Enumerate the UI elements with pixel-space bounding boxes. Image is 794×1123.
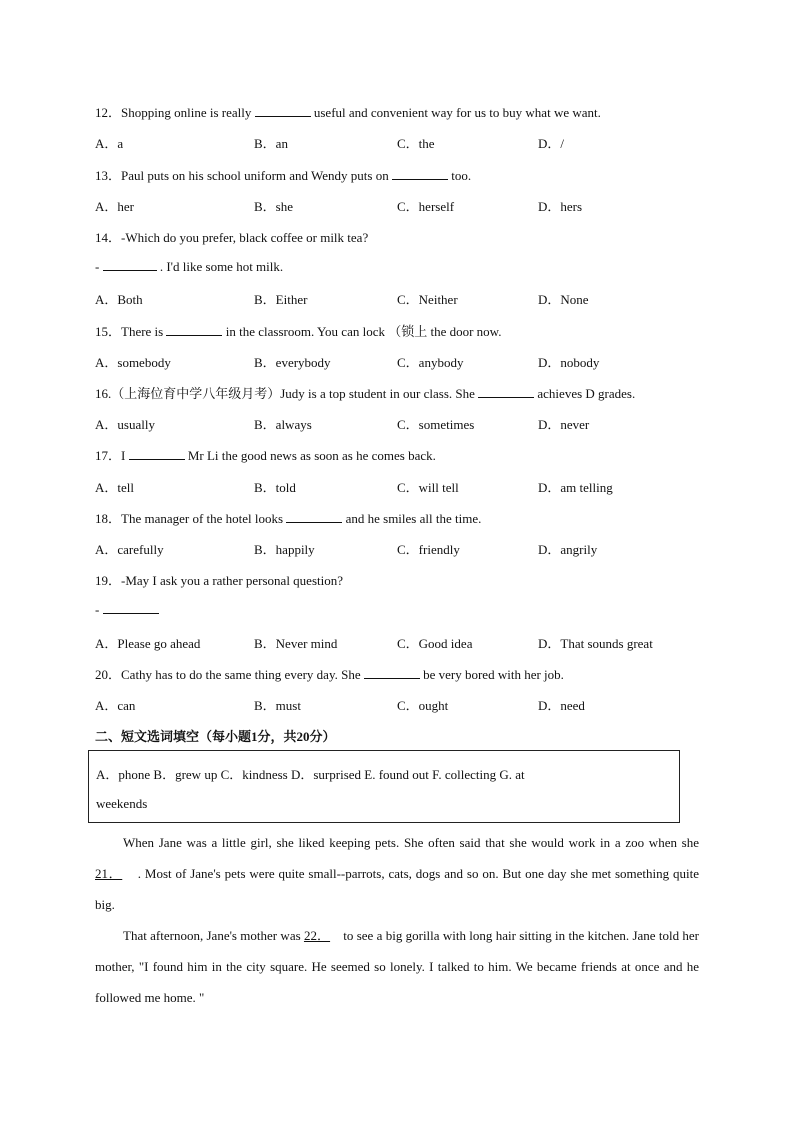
q19-option-c[interactable]: C．Good idea (397, 636, 473, 651)
q19-stem: 19．-May I ask you a rather personal question? (95, 573, 344, 588)
q15-option-c[interactable]: C．anybody (397, 355, 464, 370)
q18-option-a[interactable]: A．carefully (95, 542, 164, 557)
q16-stem (95, 383, 635, 402)
q17-blank[interactable] (129, 447, 185, 460)
q17-stem (95, 445, 436, 464)
q17-option-c[interactable]: C．will tell (397, 480, 459, 495)
q12-option-c[interactable]: C．the (397, 136, 435, 151)
q13-option-b[interactable]: B．she (254, 199, 294, 214)
blank-22[interactable]: 22． (303, 928, 331, 943)
q14-blank[interactable] (103, 258, 157, 271)
q20-option-d[interactable]: D．need (538, 698, 585, 713)
q12-blank[interactable] (255, 104, 311, 117)
q16-option-c[interactable]: C．sometimes (397, 417, 475, 432)
q19-response-dash: - (95, 602, 103, 617)
q17-option-b[interactable]: B．told (254, 480, 296, 495)
q19-option-d[interactable]: D．That sounds great (538, 636, 653, 651)
word-choice-box (88, 750, 680, 823)
passage-paragraph-1 (95, 827, 699, 920)
q20-stem-text-end: be very bored with her job. (419, 667, 564, 682)
blank-21[interactable]: 21． (95, 866, 123, 881)
q18-stem-text-end: and he smiles all the time. (342, 511, 482, 526)
q12-option-a[interactable]: A．a (95, 136, 124, 151)
q18-option-d[interactable]: D．angrily (538, 542, 598, 557)
passage-paragraph-2 (95, 920, 699, 1013)
passage-p2-text-b: to see a big gorilla with long hair sitting in the kitchen. Jane told her mother, "I found him in the city square. He seemed so lonely. I talked to him. We became friends at once and he followed me home. " (95, 928, 699, 1005)
q12-stem-text: 12．Shopping online is really (95, 105, 255, 120)
q20-option-b[interactable]: B．must (254, 698, 301, 713)
q15-stem (95, 321, 501, 340)
q16-option-b[interactable]: B．always (254, 417, 312, 432)
q20-stem (95, 664, 564, 683)
q15-option-d[interactable]: D．nobody (538, 355, 600, 370)
q20-stem-text: 20．Cathy has to do the same thing every day. She (95, 667, 364, 682)
q12-stem-text-end: useful and convenient way for us to buy what we want. (310, 105, 601, 120)
q13-stem-text: 13．Paul puts on his school uniform and Wendy puts on (95, 168, 392, 183)
q20-blank[interactable] (364, 666, 420, 679)
q12-option-d[interactable]: D．/ (538, 136, 565, 151)
q14-option-a[interactable]: A．Both (95, 292, 143, 307)
q15-stem-text: 15．There is (95, 324, 167, 339)
word-choice-line-1: A．phone B．grew up C．kindness D．surprised E. found out F. collecting G. at (96, 767, 525, 782)
q16-option-d[interactable]: D．never (538, 417, 590, 432)
section-title: 二、短文选词填空（每小题1分，共20分） (95, 729, 336, 744)
q12-option-b[interactable]: B．an (254, 136, 288, 151)
q13-option-d[interactable]: D．hers (538, 199, 583, 214)
q15-option-b[interactable]: B．everybody (254, 355, 331, 370)
q15-option-a[interactable]: A．somebody (95, 355, 171, 370)
q18-option-c[interactable]: C．friendly (397, 542, 460, 557)
q19-blank[interactable] (103, 601, 159, 614)
q13-option-a[interactable]: A．her (95, 199, 134, 214)
q13-blank[interactable] (392, 167, 448, 180)
q16-blank[interactable] (478, 385, 534, 398)
q18-blank[interactable] (286, 510, 342, 523)
passage-p1-text-b: . Most of Jane's pets were quite small--parrots, cats, dogs and so on. But one day she met something quite big. (95, 866, 700, 912)
q16-option-a[interactable]: A．usually (95, 417, 155, 432)
q13-stem (95, 165, 471, 184)
q19-response (95, 601, 159, 618)
passage-p2-text-a: That afternoon, Jane's mother was (123, 928, 304, 943)
q20-option-a[interactable]: A．can (95, 698, 136, 713)
q14-stem: 14．-Which do you prefer, black coffee or milk tea? (95, 230, 369, 245)
q15-stem-text-end: in the classroom. You can lock （锁上 the door now. (222, 324, 502, 339)
q17-stem-text-end: Mr Li the good news as soon as he comes back. (184, 448, 436, 463)
q14-response-dash: - (95, 259, 103, 274)
q14-option-b[interactable]: B．Either (254, 292, 308, 307)
q16-stem-text: 16.（上海位育中学八年级月考）Judy is a top student in our class. She (95, 386, 479, 401)
q17-option-a[interactable]: A．tell (95, 480, 134, 495)
q17-stem-text: 17．I (95, 448, 129, 463)
q16-stem-text-end: achieves D grades. (534, 386, 636, 401)
word-choice-line-2: weekends (96, 796, 148, 811)
q18-option-b[interactable]: B．happily (254, 542, 315, 557)
q17-option-d[interactable]: D．am telling (538, 480, 613, 495)
passage-p1-text-a: When Jane was a little girl, she liked keeping pets. She often said that she would work in a zoo when she (123, 835, 699, 850)
q14-response (95, 258, 283, 275)
q13-stem-text-end: too. (447, 168, 472, 183)
q14-option-d[interactable]: D．None (538, 292, 589, 307)
q14-option-c[interactable]: C．Neither (397, 292, 458, 307)
q19-option-a[interactable]: A．Please go ahead (95, 636, 201, 651)
q15-blank[interactable] (166, 323, 222, 336)
q19-option-b[interactable]: B．Never mind (254, 636, 338, 651)
q13-option-c[interactable]: C．herself (397, 199, 455, 214)
q20-option-c[interactable]: C．ought (397, 698, 449, 713)
q18-stem (95, 508, 481, 527)
q14-response-text: . I'd like some hot milk. (156, 259, 284, 274)
q18-stem-text: 18．The manager of the hotel looks (95, 511, 287, 526)
q12-stem (95, 102, 601, 121)
